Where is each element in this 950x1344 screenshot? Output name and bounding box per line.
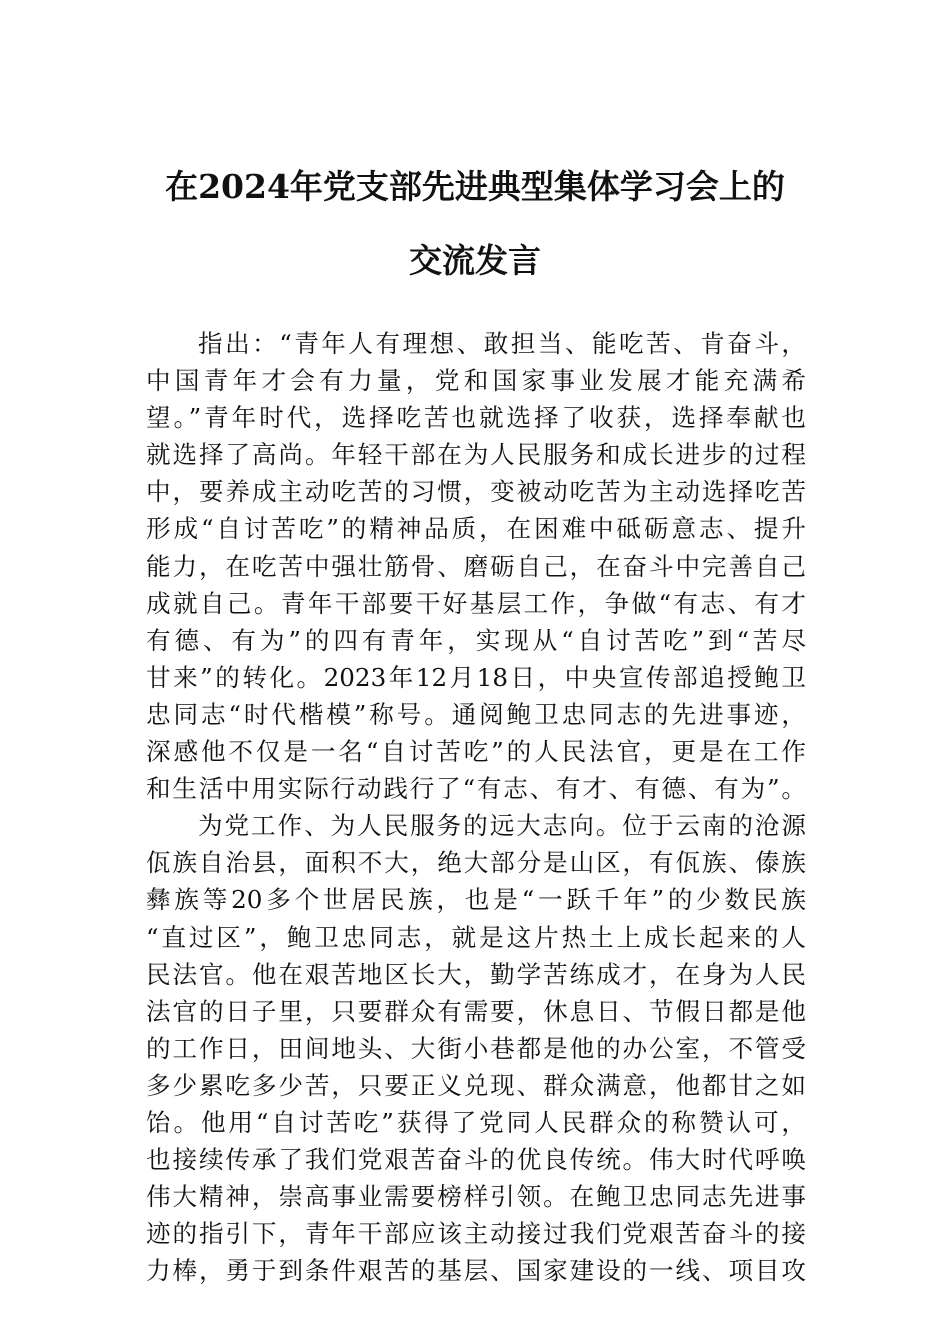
text-line: 迹的指引下，青年干部应该主动接过我们党艰苦奋斗的接: [146, 1219, 806, 1249]
text-line: 为党工作、为人民服务的远大志向。位于云南的沧源: [198, 811, 806, 841]
text-line: 忠同志“时代楷模”称号。通阅鲍卫忠同志的先进事迹，: [146, 699, 806, 729]
text-line: 就选择了高尚。年轻干部在为人民服务和成长进步的过程: [146, 440, 806, 470]
document-title: [100, 150, 850, 298]
text-line: 深感他不仅是一名“自讨苦吃”的人民法官，更是在工作: [146, 737, 806, 767]
text-line: 力棒，勇于到条件艰苦的基层、国家建设的一线、项目攻: [146, 1256, 806, 1286]
paragraph: [146, 807, 806, 1289]
text-line: 望。”青年时代，选择吃苦也就选择了收获，选择奉献也: [146, 403, 806, 433]
text-line: 能力，在吃苦中强壮筋骨、磨砺自己，在奋斗中完善自己: [146, 551, 806, 581]
text-line: 中国青年才会有力量，党和国家事业发展才能充满希: [146, 366, 806, 396]
text-line: 成就自己。青年干部要干好基层工作，争做“有志、有才: [146, 588, 806, 618]
title-line: 在2024年党支部先进典型集体学习会上的: [165, 167, 785, 206]
document-body: [146, 325, 806, 1289]
text-line: 指出：“青年人有理想、敢担当、能吃苦、肯奋斗，: [198, 329, 806, 358]
text-line: 佤族自治县，面积不大，绝大部分是山区，有佤族、傣族: [146, 848, 806, 878]
text-line: 甘来”的转化。2023年12月18日，中央宣传部追授鲍卫: [146, 662, 806, 692]
text-line: 和生活中用实际行动践行了“有志、有才、有德、有为”。: [146, 774, 806, 804]
text-line: 的工作日，田间地头、大街小巷都是他的办公室，不管受: [146, 1033, 806, 1063]
text-line: 伟大精神，崇高事业需要榜样引领。在鲍卫忠同志先进事: [146, 1182, 806, 1212]
paragraph: [146, 325, 806, 807]
text-line: 民法官。他在艰苦地区长大，勤学苦练成才，在身为人民: [146, 959, 806, 989]
title-line: 交流发言: [409, 241, 541, 280]
text-line: “直过区”，鲍卫忠同志，就是这片热土上成长起来的人: [146, 922, 806, 952]
text-line: 饴。他用“自讨苦吃”获得了党同人民群众的称赞认可，: [146, 1107, 806, 1137]
text-line: 法官的日子里，只要群众有需要，休息日、节假日都是他: [146, 996, 806, 1026]
text-line: 形成“自讨苦吃”的精神品质，在困难中砥砺意志、提升: [146, 514, 806, 544]
text-line: 也接续传承了我们党艰苦奋斗的优良传统。伟大时代呼唤: [146, 1145, 806, 1175]
text-line: 有德、有为”的四有青年，实现从“自讨苦吃”到“苦尽: [146, 625, 806, 655]
text-line: 彝族等20多个世居民族，也是“一跃千年”的少数民族: [146, 885, 806, 915]
text-line: 多少累吃多少苦，只要正义兑现、群众满意，他都甘之如: [146, 1070, 806, 1100]
text-line: 中，要养成主动吃苦的习惯，变被动吃苦为主动选择吃苦: [146, 477, 806, 507]
